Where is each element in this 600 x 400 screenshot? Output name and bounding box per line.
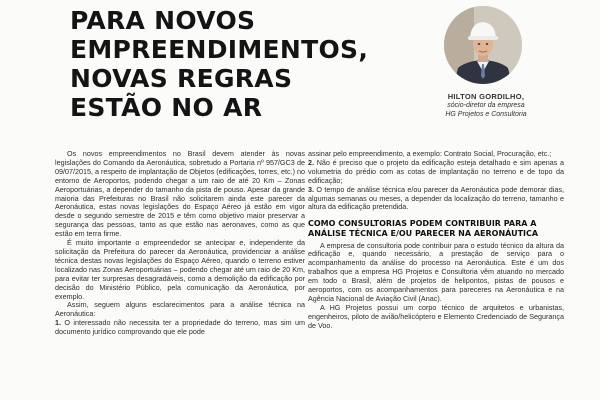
list-text: Não é preciso que o projeto da edificação esteja detalhado e sim apenas a volumetria do prédio com as cotas de implantação no terreno e de topo da edificação; xyxy=(308,157,564,185)
headline-line: PARA NOVOS xyxy=(70,6,256,35)
paragraph: Os novos empreendimentos no Brasil devem atender às novas legislações do Comando da Aeronáutica, sobretudo a Portaria nº 957/GC3 de 09/07/2015, a respeito de implantação de Objetos (edificações, torres, etc.) no entorno de Aeroportos, podendo chegar a um raio de até 20 Km – Zonas Aeroportuárias, a depender do tamanho da pista de pouso. Apesar da grande maioria das Prefeituras no Brasil não solicitarem ainda este parecer da Aeronáutica, estas novas legislações do Espaço Aéreo já estão em vigor desde o segundo semestre de 2015 e têm como objetivo maior preservar a segurança das pessoas, tanto as que estão nas aeronaves, como as que estão em terra firme. xyxy=(55,150,305,239)
list-number: 3. xyxy=(308,184,314,194)
author-photo-icon xyxy=(444,6,522,84)
author-company: HG Projetos e Consultoria xyxy=(445,111,527,118)
paragraph: A HG Projetos possui um corpo técnico de arquitetos e urbanistas, engenheiros, piloto de avião/helicóptero e Elemento Credenciado de Segurança de Voo. xyxy=(308,302,564,330)
author-caption xyxy=(416,92,556,119)
headline-line: NOVAS REGRAS xyxy=(70,64,293,93)
list-text: O interessado não necessita ter a propriedade do terreno, mas sim um documento jurídico comprovando que ele pode xyxy=(55,318,305,337)
list-text: O tempo de análise técnica e/ou parecer da Aeronáutica pode demorar dias, algumas semanas ou meses, a depender da localização do terreno, tamanho e altura da edificação pretendida. xyxy=(308,184,564,212)
author-name: HILTON GORDILHO, xyxy=(447,92,525,101)
author-role: sócio-diretor da empresa xyxy=(447,102,525,109)
headline-line: EMPREENDIMENTOS, xyxy=(70,35,369,64)
section-subheading: COMO CONSULTORIAS PODEM CONTRIBUIR PARA A ANÁLISE TÉCNICA E/OU PARECER NA AERONÁUTICA xyxy=(308,219,539,238)
article-column-left xyxy=(55,150,305,400)
list-number: 2. xyxy=(308,157,314,167)
paragraph: assinar pelo empreendimento, a exemplo: Contrato Social, Procuração, etc.; xyxy=(308,150,552,158)
paragraph: Assim, seguem alguns esclarecimentos para a análise técnica na Aeronáutica: xyxy=(55,300,305,319)
headline xyxy=(70,6,370,122)
list-item xyxy=(55,319,305,337)
paragraph: A empresa de consultoria pode contribuir para o estudo técnico da altura da edificação e, quando necessário, a prestação de serviço para o acompanhamento da análise do processo na Aeronáutica. Este é um dos trabalhos que a empresa HG Projetos e Consultoria vêm atuando no mercado em todo o Brasil, além de projetos de helipontos, pistas de pousos e aeroportos, com os acompanhamentos para pareceres na Aeronáutica e na Agência Nacional de Aviação Civil (Anac). xyxy=(308,240,564,303)
list-item xyxy=(308,159,564,186)
list-item xyxy=(308,186,564,213)
portrait-icon xyxy=(444,6,522,84)
headline-line: ESTÃO NO AR xyxy=(70,93,263,122)
article-column-right xyxy=(308,150,564,400)
paragraph: É muito importante o empreendedor se antecipar e, independente da solicitação da Prefeitura do parecer da Aeronáutica, providenciar a análise técnica destas novas legislações do Espaço Aéreo, quando o terreno estiver localizado nas Zonas Aeroportuárias – podendo chegar até um raio de 20 Km, para evitar ter surpresas desagradáveis, como a demolição da edificação por decisão do Ministério Público, pela comunicação da Aeronáutica, por exemplo. xyxy=(55,238,305,301)
list-number: 1. xyxy=(55,318,61,328)
